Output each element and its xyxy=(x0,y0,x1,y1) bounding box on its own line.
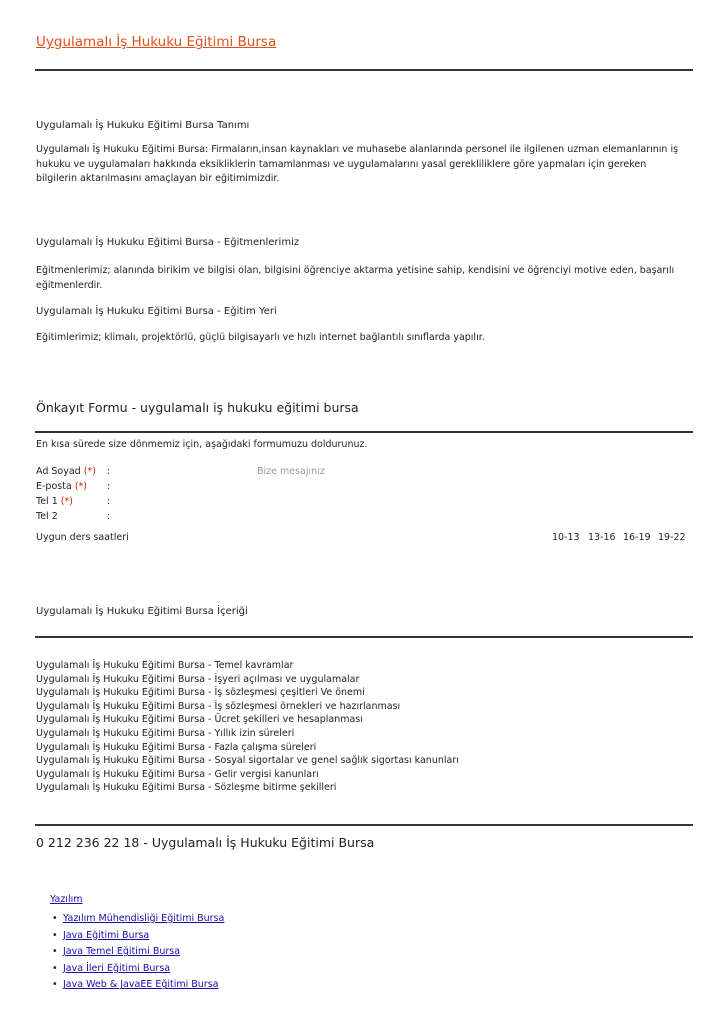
required-mark: (*) xyxy=(60,496,73,507)
hours-option-3[interactable]: 16-19 xyxy=(623,532,651,543)
definition-text: Uygulamalı İş Hukuku Eğitimi Bursa: Firmaların,insan kaynakları ve muhasebe alanlarında personel ile ilgilenen uzman elemanlarının iş hukuku ve uygulamaları hakkında eksikliklerin tamamlanması ve uygulamalarını yasal gerekliliklere göre yapmaları için gereken bilgilerin aktarılmasını amaçlayan bir eğitimimizdir. xyxy=(36,144,679,184)
trainers-text: Eğitmenlerimiz; alanında birikim ve bilgisi olan, bilgisini öğrenciye aktarma yetisine sahip, kendisini ve öğrenciyi motive eden, başarılı eğitmenlerdir. xyxy=(36,265,675,291)
name-input[interactable] xyxy=(118,463,238,478)
link-java-basic[interactable]: Java Temel Eğitimi Bursa xyxy=(63,946,181,958)
list-item: Uygulamalı İş Hukuku Eğitimi Bursa - Temel kavramlar xyxy=(36,660,294,671)
links-list xyxy=(50,911,224,994)
definition-heading: Uygulamalı İş Hukuku Eğitimi Bursa Tanımı xyxy=(36,120,250,131)
link-java[interactable]: Java Eğitimi Bursa xyxy=(63,929,150,941)
link-software-engineering[interactable]: Yazılım Mühendisliği Eğitimi Bursa xyxy=(63,913,225,924)
tel2-colon: : xyxy=(107,511,111,522)
hours-label: Uygun ders saatleri xyxy=(36,532,129,543)
divider xyxy=(35,636,693,638)
message-textarea[interactable]: Bize mesajınız xyxy=(257,466,325,477)
divider xyxy=(35,824,693,826)
link-java-web[interactable]: Java Web & JavaEE Eğitimi Bursa xyxy=(63,979,219,991)
name-label: Ad Soyad (*) xyxy=(36,466,96,477)
divider xyxy=(35,69,693,71)
phone-line: 0 212 236 22 18 - Uygulamalı İş Hukuku Eğitimi Bursa xyxy=(36,835,375,850)
tel1-label: Tel 1 (*) xyxy=(36,496,73,507)
location-text: Eğitimlerimiz; klimalı, projektörlü, güçlü bilgisayarlı ve hızlı internet bağlantılı sınıflarda yapılır. xyxy=(36,332,485,343)
list-item: Uygulamalı İş Hukuku Eğitimi Bursa - Fazla çalışma süreleri xyxy=(36,741,317,753)
tel2-label: Tel 2 xyxy=(36,511,58,522)
hours-option-2[interactable]: 13-16 xyxy=(588,532,616,543)
list-item: Uygulamalı İş Hukuku Eğitimi Bursa - İşyeri açılması ve uygulamalar xyxy=(36,673,360,685)
list-item xyxy=(52,944,224,961)
trainers-heading: Uygulamalı İş Hukuku Eğitimi Bursa - Eğitmenlerimiz xyxy=(36,237,300,248)
list-item xyxy=(52,928,224,945)
form-title: Önkayıt Formu - uygulamalı iş hukuku eğitimi bursa xyxy=(36,400,359,415)
site-title-link[interactable]: Uygulamalı İş Hukuku Eğitimi Bursa xyxy=(36,34,277,50)
email-colon: : xyxy=(107,481,111,492)
list-item: Uygulamalı İş Hukuku Eğitimi Bursa - Sözleşme bitirme şekilleri xyxy=(36,782,337,794)
list-item xyxy=(52,911,224,928)
list-item: Uygulamalı İş Hukuku Eğitimi Bursa - Ücret şekilleri ve hesaplanması xyxy=(36,714,363,726)
category-link-yazilim[interactable]: Yazılım xyxy=(50,894,83,905)
form-intro: En kısa sürede size dönmemiz için, aşağıdaki formumuzu doldurunuz. xyxy=(36,439,368,450)
link-java-advanced[interactable]: Java İleri Eğitimi Bursa xyxy=(63,962,171,974)
list-item: Uygulamalı İş Hukuku Eğitimi Bursa - Sosyal sigortalar ve genel sağlık sigortası kanunları xyxy=(36,755,459,767)
hours-option-1[interactable]: 10-13 xyxy=(552,532,580,543)
email-label: E-posta (*) xyxy=(36,481,87,492)
hours-option-4[interactable]: 19-22 xyxy=(658,532,686,543)
tel2-input[interactable] xyxy=(118,508,238,523)
links-section xyxy=(50,894,224,994)
divider xyxy=(35,431,693,433)
list-item xyxy=(52,961,224,978)
list-item: Uygulamalı İş Hukuku Eğitimi Bursa - Yıllık izin süreleri xyxy=(36,727,295,739)
name-colon: : xyxy=(107,466,111,477)
content-heading: Uygulamalı İş Hukuku Eğitimi Bursa İçeriği xyxy=(36,606,248,617)
tel1-input[interactable] xyxy=(118,493,238,508)
required-mark: (*) xyxy=(74,481,87,492)
required-mark: (*) xyxy=(83,466,96,477)
list-item: Uygulamalı İş Hukuku Eğitimi Bursa - Gelir vergisi kanunları xyxy=(36,768,319,780)
content-list xyxy=(36,659,686,795)
list-item xyxy=(52,977,224,994)
tel1-colon: : xyxy=(107,496,111,507)
location-heading: Uygulamalı İş Hukuku Eğitimi Bursa - Eğitim Yeri xyxy=(36,306,277,317)
email-input[interactable] xyxy=(118,478,238,493)
list-item: Uygulamalı İş Hukuku Eğitimi Bursa - İş sözleşmesi örnekleri ve hazırlanması xyxy=(36,700,401,712)
list-item: Uygulamalı İş Hukuku Eğitimi Bursa - İş sözleşmesi çeşitleri Ve önemi xyxy=(36,687,365,699)
